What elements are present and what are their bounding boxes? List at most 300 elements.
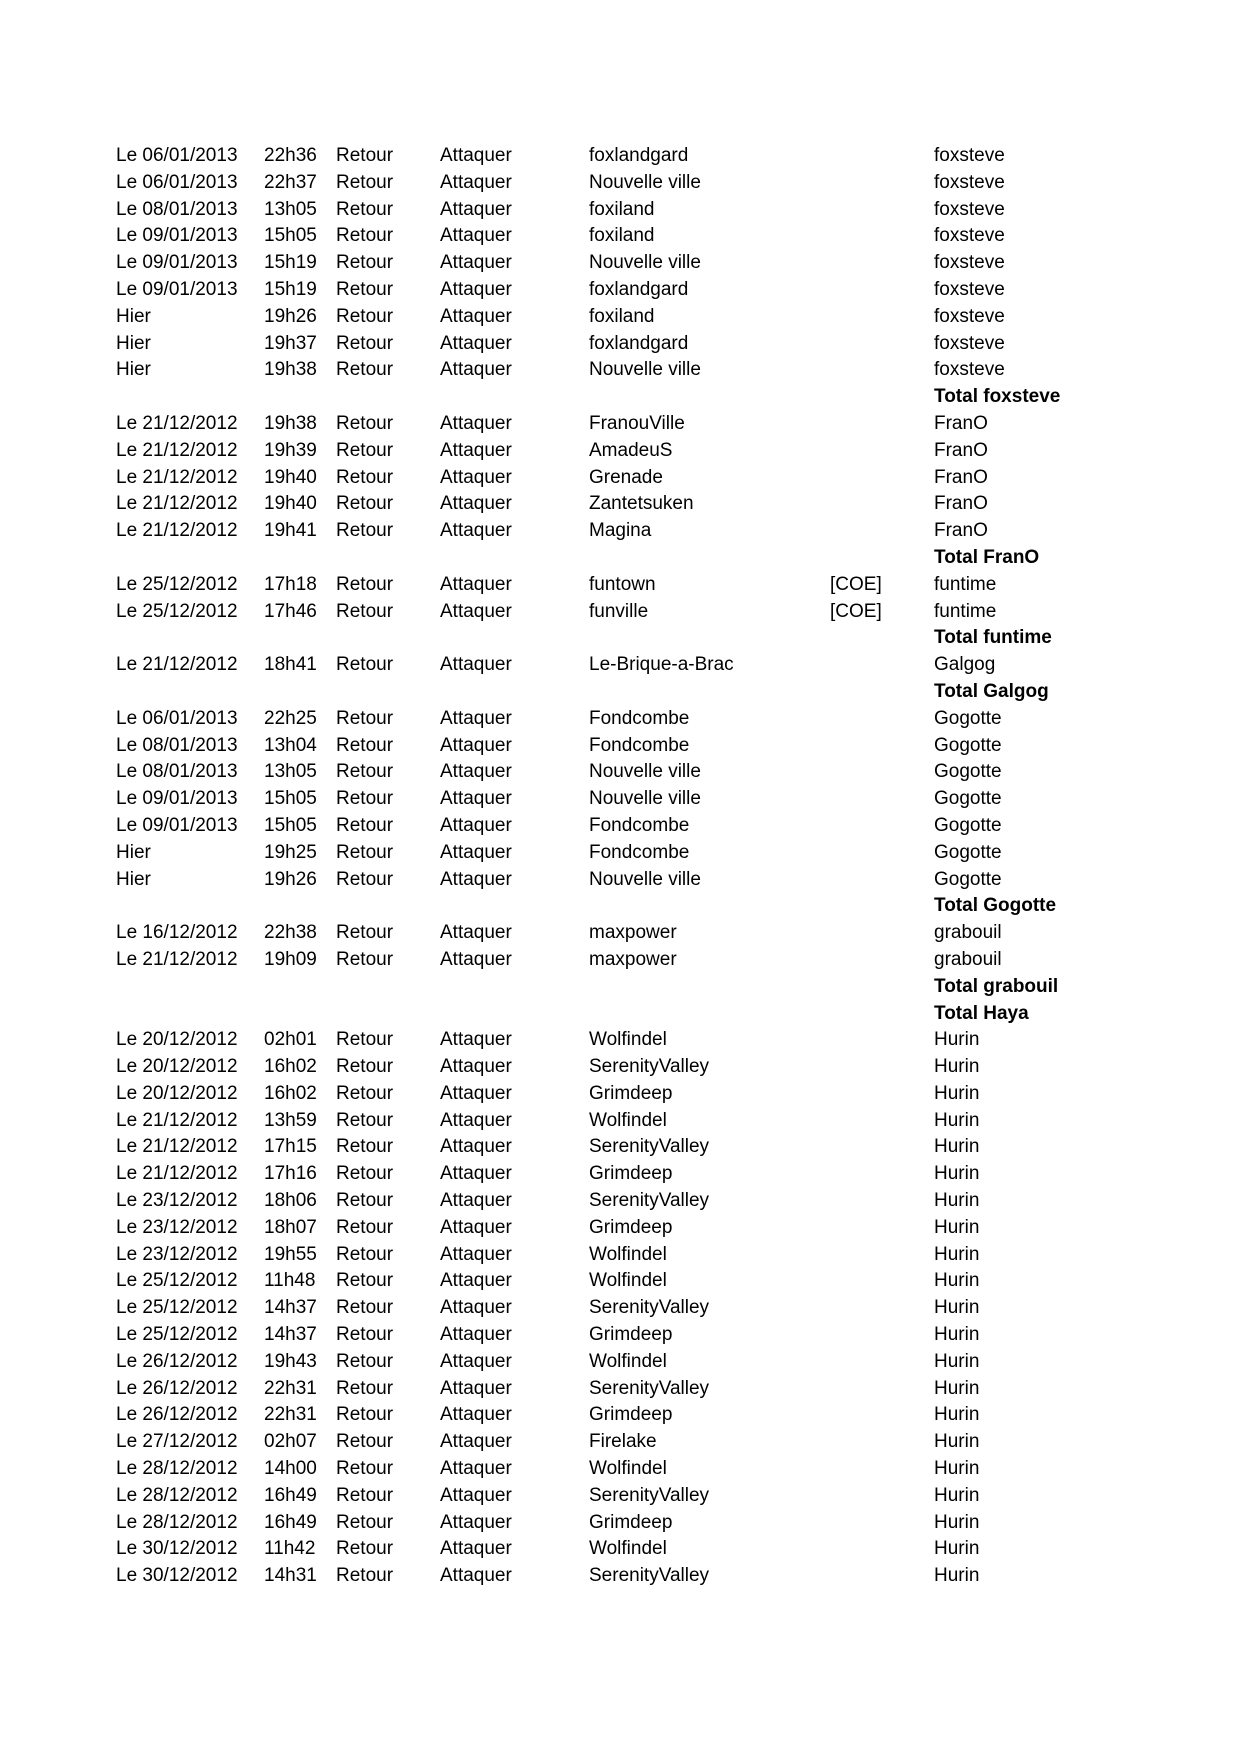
player-cell: Hurin	[934, 1243, 980, 1265]
coe-tag-cell	[830, 465, 934, 492]
return-cell: Retour	[336, 198, 394, 220]
action-cell: Attaquer	[440, 1297, 512, 1319]
date-cell: Le 23/12/2012	[116, 1216, 238, 1238]
player-cell: Total funtime	[934, 627, 1052, 649]
player-cell: Hurin	[934, 1190, 980, 1212]
player-cell: Hurin	[934, 1404, 980, 1426]
date-cell: Le 09/01/2013	[116, 252, 238, 274]
return-cell: Retour	[336, 1350, 394, 1372]
action-cell: Attaquer	[440, 600, 512, 622]
date-cell: Le 06/01/2013	[116, 707, 238, 729]
player-cell: Hurin	[934, 1377, 980, 1399]
player-cell: Gogotte	[934, 734, 1002, 756]
date-cell: Le 27/12/2012	[116, 1431, 238, 1453]
table-row	[116, 357, 1164, 384]
coe-tag-cell	[830, 652, 934, 679]
table-row	[116, 1402, 1164, 1429]
player-cell: Hurin	[934, 1565, 980, 1587]
table-row	[116, 759, 1164, 786]
table-row	[116, 1429, 1164, 1456]
time-cell: 11h48	[264, 1270, 316, 1292]
player-cell: Gogotte	[934, 814, 1002, 836]
coe-tag-cell	[830, 491, 934, 518]
date-cell: Le 08/01/2013	[116, 198, 238, 220]
target-cell: Wolfindel	[589, 1029, 667, 1051]
coe-tag-cell	[830, 357, 934, 384]
date-cell: Le 16/12/2012	[116, 922, 238, 944]
player-cell: foxsteve	[934, 225, 1005, 247]
player-cell: Hurin	[934, 1109, 980, 1131]
table-row	[116, 1563, 1164, 1590]
coe-tag-cell	[830, 786, 934, 813]
target-cell: Nouvelle ville	[589, 359, 701, 381]
date-cell: Le 26/12/2012	[116, 1350, 238, 1372]
coe-tag-cell	[830, 1483, 934, 1510]
time-cell: 14h37	[264, 1297, 317, 1319]
action-cell: Attaquer	[440, 439, 512, 461]
player-cell: Total Haya	[934, 1002, 1029, 1024]
coe-tag-cell	[830, 1054, 934, 1081]
time-cell: 14h37	[264, 1324, 317, 1346]
time-cell: 17h16	[264, 1163, 317, 1185]
target-cell: Grimdeep	[589, 1216, 673, 1238]
target-cell: SerenityValley	[589, 1377, 710, 1399]
return-cell: Retour	[336, 1163, 394, 1185]
date-cell: Le 28/12/2012	[116, 1458, 238, 1480]
action-cell: Attaquer	[440, 734, 512, 756]
target-cell: foxlandgard	[589, 332, 689, 354]
return-cell: Retour	[336, 1056, 394, 1078]
return-cell: Retour	[336, 948, 394, 970]
player-cell: Total grabouil	[934, 975, 1059, 997]
action-cell: Attaquer	[440, 1511, 512, 1533]
target-cell: Wolfindel	[589, 1538, 667, 1560]
return-cell: Retour	[336, 1243, 394, 1265]
time-cell: 22h31	[264, 1377, 317, 1399]
target-cell: Wolfindel	[589, 1270, 667, 1292]
action-cell: Attaquer	[440, 278, 512, 300]
table-row	[116, 1081, 1164, 1108]
target-cell: Grimdeep	[589, 1082, 673, 1104]
time-cell: 19h55	[264, 1243, 317, 1265]
coe-tag-cell	[830, 250, 934, 277]
target-cell	[589, 1001, 830, 1028]
coe-tag-cell	[830, 384, 934, 411]
time-cell: 19h40	[264, 493, 317, 515]
target-cell: SerenityValley	[589, 1297, 710, 1319]
target-cell: SerenityValley	[589, 1565, 710, 1587]
return-cell: Retour	[336, 1190, 394, 1212]
table-row	[116, 1456, 1164, 1483]
player-cell: FranO	[934, 466, 988, 488]
date-cell: Le 26/12/2012	[116, 1377, 238, 1399]
subtotal-row	[116, 893, 1164, 920]
date-cell: Le 25/12/2012	[116, 1324, 238, 1346]
attack-log-table	[116, 143, 1164, 1590]
date-cell	[116, 625, 264, 652]
player-cell: Hurin	[934, 1511, 980, 1533]
player-cell: Gogotte	[934, 788, 1002, 810]
player-cell: Hurin	[934, 1431, 980, 1453]
return-cell: Retour	[336, 225, 394, 247]
target-cell	[589, 625, 830, 652]
table-row	[116, 1134, 1164, 1161]
coe-tag-cell	[830, 1188, 934, 1215]
target-cell: Le-Brique-a-Brac	[589, 654, 734, 676]
player-cell: funtime	[934, 600, 997, 622]
time-cell: 19h43	[264, 1350, 317, 1372]
table-row	[116, 438, 1164, 465]
coe-tag-cell	[830, 143, 934, 170]
action-cell	[440, 893, 589, 920]
date-cell: Le 09/01/2013	[116, 814, 238, 836]
date-cell: Le 21/12/2012	[116, 1136, 238, 1158]
date-cell: Hier	[116, 305, 151, 327]
target-cell: Nouvelle ville	[589, 788, 701, 810]
action-cell: Attaquer	[440, 171, 512, 193]
return-cell: Retour	[336, 493, 394, 515]
table-row	[116, 170, 1164, 197]
target-cell: foxiland	[589, 305, 655, 327]
action-cell: Attaquer	[440, 1029, 512, 1051]
time-cell	[264, 545, 336, 572]
action-cell	[440, 1001, 589, 1028]
return-cell: Retour	[336, 1082, 394, 1104]
table-row	[116, 1349, 1164, 1376]
action-cell: Attaquer	[440, 1082, 512, 1104]
time-cell	[264, 384, 336, 411]
coe-tag-cell	[830, 733, 934, 760]
target-cell: Magina	[589, 520, 652, 542]
date-cell: Le 08/01/2013	[116, 734, 238, 756]
player-cell: Gogotte	[934, 841, 1002, 863]
coe-tag-cell	[830, 1536, 934, 1563]
time-cell: 16h49	[264, 1484, 317, 1506]
date-cell: Le 21/12/2012	[116, 466, 238, 488]
player-cell: Hurin	[934, 1458, 980, 1480]
time-cell: 19h25	[264, 841, 317, 863]
action-cell: Attaquer	[440, 520, 512, 542]
subtotal-row	[116, 625, 1164, 652]
time-cell: 13h59	[264, 1109, 317, 1131]
table-row	[116, 411, 1164, 438]
player-cell: Hurin	[934, 1029, 980, 1051]
return-cell: Retour	[336, 1029, 394, 1051]
action-cell: Attaquer	[440, 1458, 512, 1480]
time-cell: 19h38	[264, 412, 317, 434]
coe-tag-cell	[830, 893, 934, 920]
action-cell: Attaquer	[440, 573, 512, 595]
return-cell: Retour	[336, 707, 394, 729]
return-cell: Retour	[336, 761, 394, 783]
table-row	[116, 1510, 1164, 1537]
target-cell: SerenityValley	[589, 1484, 710, 1506]
player-cell: Total Galgog	[934, 680, 1049, 702]
return-cell: Retour	[336, 1538, 394, 1560]
date-cell: Le 21/12/2012	[116, 654, 238, 676]
date-cell: Le 28/12/2012	[116, 1484, 238, 1506]
coe-tag-cell	[830, 170, 934, 197]
time-cell: 15h19	[264, 278, 317, 300]
coe-tag-cell: [COE]	[830, 600, 882, 622]
target-cell: Grimdeep	[589, 1511, 673, 1533]
player-cell: funtime	[934, 573, 997, 595]
time-cell: 14h31	[264, 1565, 317, 1587]
target-cell: foxiland	[589, 198, 655, 220]
action-cell: Attaquer	[440, 922, 512, 944]
player-cell: Hurin	[934, 1270, 980, 1292]
return-cell: Retour	[336, 359, 394, 381]
player-cell: FranO	[934, 412, 988, 434]
return-cell: Retour	[336, 1458, 394, 1480]
action-cell: Attaquer	[440, 1190, 512, 1212]
return-cell	[336, 1001, 440, 1028]
return-cell: Retour	[336, 278, 394, 300]
return-cell: Retour	[336, 171, 394, 193]
coe-tag-cell	[830, 438, 934, 465]
return-cell: Retour	[336, 1136, 394, 1158]
coe-tag-cell	[830, 1429, 934, 1456]
coe-tag-cell	[830, 223, 934, 250]
target-cell	[589, 679, 830, 706]
player-cell: Gogotte	[934, 707, 1002, 729]
table-row	[116, 1188, 1164, 1215]
coe-tag-cell	[830, 197, 934, 224]
date-cell: Le 23/12/2012	[116, 1243, 238, 1265]
table-row	[116, 223, 1164, 250]
target-cell: Wolfindel	[589, 1458, 667, 1480]
target-cell: Grimdeep	[589, 1404, 673, 1426]
time-cell: 13h05	[264, 198, 317, 220]
return-cell: Retour	[336, 1404, 394, 1426]
return-cell: Retour	[336, 1324, 394, 1346]
target-cell: Nouvelle ville	[589, 868, 701, 890]
return-cell: Retour	[336, 1484, 394, 1506]
coe-tag-cell	[830, 1081, 934, 1108]
target-cell: foxlandgard	[589, 145, 689, 166]
date-cell: Le 08/01/2013	[116, 761, 238, 783]
time-cell: 17h15	[264, 1136, 317, 1158]
date-cell: Le 25/12/2012	[116, 1270, 238, 1292]
action-cell: Attaquer	[440, 466, 512, 488]
time-cell: 02h07	[264, 1431, 317, 1453]
return-cell: Retour	[336, 922, 394, 944]
action-cell: Attaquer	[440, 1350, 512, 1372]
action-cell	[440, 974, 589, 1001]
target-cell: SerenityValley	[589, 1056, 710, 1078]
player-cell: Total FranO	[934, 546, 1040, 568]
time-cell: 17h46	[264, 600, 317, 622]
coe-tag-cell	[830, 1563, 934, 1590]
player-cell: Hurin	[934, 1324, 980, 1346]
player-cell: foxsteve	[934, 359, 1005, 381]
action-cell: Attaquer	[440, 198, 512, 220]
coe-tag-cell	[830, 1376, 934, 1403]
action-cell: Attaquer	[440, 654, 512, 676]
subtotal-row	[116, 679, 1164, 706]
table-row	[116, 1108, 1164, 1135]
date-cell	[116, 893, 264, 920]
player-cell: Hurin	[934, 1484, 980, 1506]
subtotal-row	[116, 974, 1164, 1001]
table-row	[116, 706, 1164, 733]
target-cell	[589, 974, 830, 1001]
action-cell: Attaquer	[440, 1565, 512, 1587]
player-cell: Hurin	[934, 1082, 980, 1104]
coe-tag-cell	[830, 1108, 934, 1135]
action-cell: Attaquer	[440, 359, 512, 381]
target-cell: SerenityValley	[589, 1136, 710, 1158]
coe-tag-cell	[830, 545, 934, 572]
subtotal-row	[116, 1001, 1164, 1028]
coe-tag-cell	[830, 706, 934, 733]
return-cell: Retour	[336, 439, 394, 461]
time-cell: 19h09	[264, 948, 317, 970]
date-cell: Le 21/12/2012	[116, 1163, 238, 1185]
date-cell: Le 25/12/2012	[116, 600, 238, 622]
target-cell: Fondcombe	[589, 841, 690, 863]
date-cell: Le 25/12/2012	[116, 573, 238, 595]
coe-tag-cell	[830, 1027, 934, 1054]
return-cell: Retour	[336, 332, 394, 354]
table-row	[116, 1161, 1164, 1188]
table-row	[116, 813, 1164, 840]
action-cell: Attaquer	[440, 1243, 512, 1265]
coe-tag-cell	[830, 277, 934, 304]
date-cell	[116, 545, 264, 572]
subtotal-row	[116, 384, 1164, 411]
time-cell	[264, 679, 336, 706]
action-cell: Attaquer	[440, 1216, 512, 1238]
coe-tag-cell	[830, 840, 934, 867]
target-cell	[589, 384, 830, 411]
player-cell: Total foxsteve	[934, 386, 1061, 408]
time-cell: 13h04	[264, 734, 317, 756]
table-row	[116, 1295, 1164, 1322]
subtotal-row	[116, 545, 1164, 572]
coe-tag-cell	[830, 974, 934, 1001]
target-cell: Nouvelle ville	[589, 171, 701, 193]
return-cell: Retour	[336, 252, 394, 274]
time-cell: 19h40	[264, 466, 317, 488]
table-row	[116, 1242, 1164, 1269]
target-cell: maxpower	[589, 922, 677, 944]
target-cell	[589, 893, 830, 920]
time-cell: 14h00	[264, 1458, 317, 1480]
action-cell: Attaquer	[440, 788, 512, 810]
player-cell: grabouil	[934, 922, 1002, 944]
date-cell	[116, 1001, 264, 1028]
target-cell: Wolfindel	[589, 1109, 667, 1131]
date-cell: Le 20/12/2012	[116, 1056, 238, 1078]
date-cell: Le 30/12/2012	[116, 1565, 238, 1587]
coe-tag-cell	[830, 411, 934, 438]
action-cell: Attaquer	[440, 1377, 512, 1399]
coe-tag-cell	[830, 1295, 934, 1322]
time-cell: 18h41	[264, 654, 317, 676]
target-cell: Firelake	[589, 1431, 657, 1453]
date-cell: Le 28/12/2012	[116, 1511, 238, 1533]
table-row	[116, 197, 1164, 224]
action-cell: Attaquer	[440, 761, 512, 783]
coe-tag-cell	[830, 813, 934, 840]
date-cell: Le 21/12/2012	[116, 439, 238, 461]
player-cell: foxsteve	[934, 145, 1005, 166]
coe-tag-cell	[830, 1322, 934, 1349]
coe-tag-cell	[830, 867, 934, 894]
coe-tag-cell	[830, 1456, 934, 1483]
target-cell: maxpower	[589, 948, 677, 970]
time-cell: 16h02	[264, 1056, 317, 1078]
date-cell: Le 21/12/2012	[116, 948, 238, 970]
table-row	[116, 518, 1164, 545]
action-cell: Attaquer	[440, 1404, 512, 1426]
date-cell	[116, 974, 264, 1001]
target-cell: foxiland	[589, 225, 655, 247]
date-cell: Le 30/12/2012	[116, 1538, 238, 1560]
return-cell	[336, 384, 440, 411]
target-cell: Wolfindel	[589, 1350, 667, 1372]
time-cell	[264, 1001, 336, 1028]
action-cell: Attaquer	[440, 948, 512, 970]
return-cell: Retour	[336, 1270, 394, 1292]
coe-tag-cell	[830, 1349, 934, 1376]
date-cell: Hier	[116, 332, 151, 354]
coe-tag-cell	[830, 518, 934, 545]
date-cell: Le 20/12/2012	[116, 1029, 238, 1051]
target-cell: AmadeuS	[589, 439, 673, 461]
target-cell: Fondcombe	[589, 814, 690, 836]
return-cell: Retour	[336, 1109, 394, 1131]
return-cell: Retour	[336, 412, 394, 434]
table-row	[116, 947, 1164, 974]
player-cell: foxsteve	[934, 305, 1005, 327]
player-cell: Total Gogotte	[934, 895, 1057, 917]
player-cell: FranO	[934, 439, 988, 461]
return-cell	[336, 679, 440, 706]
time-cell: 22h38	[264, 922, 317, 944]
target-cell: Grimdeep	[589, 1163, 673, 1185]
table-row	[116, 465, 1164, 492]
return-cell: Retour	[336, 520, 394, 542]
action-cell: Attaquer	[440, 1484, 512, 1506]
action-cell: Attaquer	[440, 1109, 512, 1131]
time-cell: 17h18	[264, 573, 317, 595]
coe-tag-cell	[830, 1402, 934, 1429]
return-cell: Retour	[336, 1431, 394, 1453]
table-row	[116, 277, 1164, 304]
date-cell: Le 06/01/2013	[116, 145, 238, 166]
coe-tag-cell	[830, 1510, 934, 1537]
player-cell: Hurin	[934, 1538, 980, 1560]
action-cell: Attaquer	[440, 1163, 512, 1185]
date-cell: Le 21/12/2012	[116, 520, 238, 542]
return-cell: Retour	[336, 573, 394, 595]
target-cell: FranouVille	[589, 412, 685, 434]
table-row	[116, 1054, 1164, 1081]
time-cell: 11h42	[264, 1538, 316, 1560]
action-cell: Attaquer	[440, 332, 512, 354]
return-cell: Retour	[336, 788, 394, 810]
table-row	[116, 1027, 1164, 1054]
action-cell: Attaquer	[440, 1056, 512, 1078]
time-cell: 19h38	[264, 359, 317, 381]
table-row	[116, 786, 1164, 813]
return-cell: Retour	[336, 145, 394, 166]
table-row	[116, 1322, 1164, 1349]
coe-tag-cell	[830, 331, 934, 358]
action-cell: Attaquer	[440, 305, 512, 327]
